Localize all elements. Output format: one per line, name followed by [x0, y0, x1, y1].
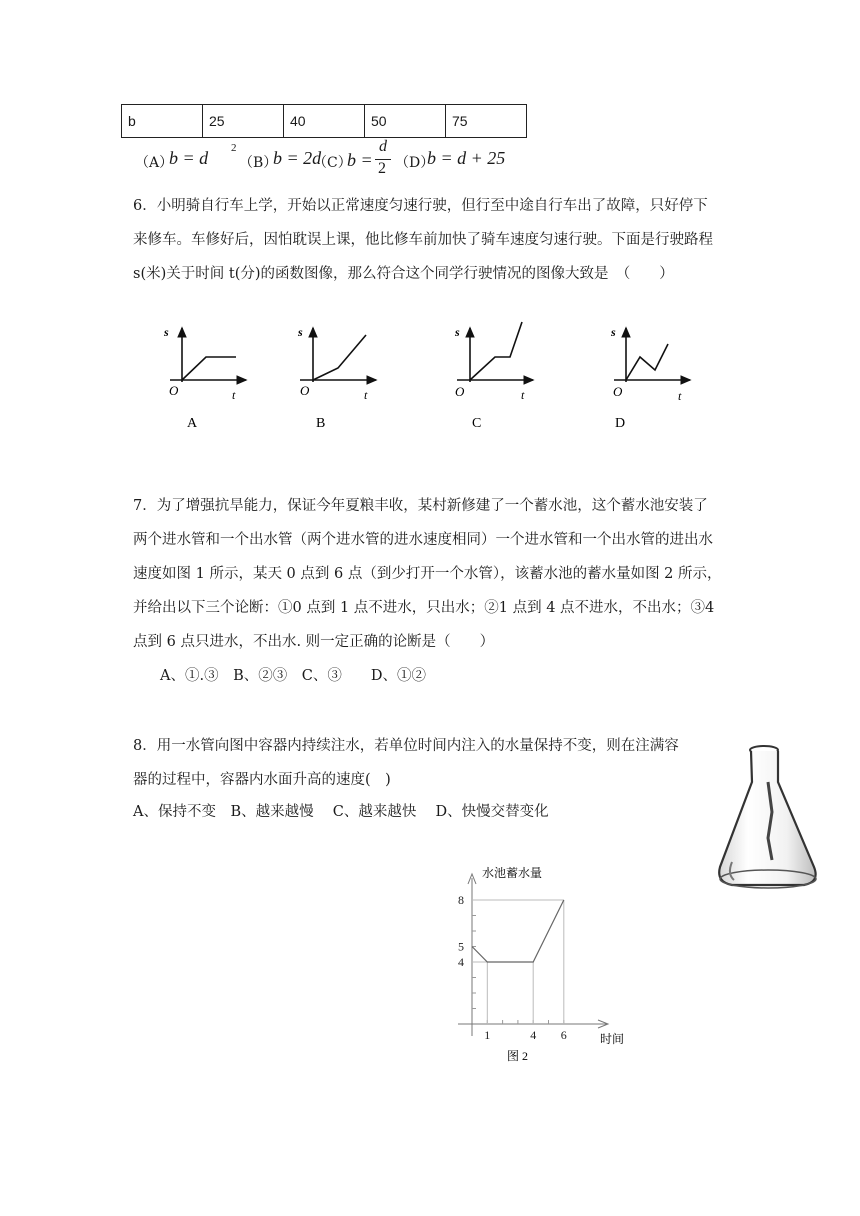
- table-cell: 75: [446, 105, 527, 138]
- graph-d-label: D: [615, 416, 626, 431]
- chart-x-label: 时间: [600, 1032, 625, 1046]
- origin-label: O: [613, 384, 623, 399]
- graph-a-label: A: [187, 416, 198, 431]
- option-c-numerator: d: [379, 138, 387, 155]
- graph-line: [313, 335, 366, 380]
- option-a-exponent: 2: [231, 142, 237, 154]
- q6-graphs: [150, 320, 710, 435]
- q8-options: A、保持不变 B、越来越慢 C、越来越快 D、快慢交替变化: [133, 804, 549, 820]
- origin-label: O: [455, 384, 465, 399]
- graph-c-label: C: [472, 416, 482, 431]
- q7-line-3: 速度如图 1 所示，某天 0 点到 6 点（到少打开一个水管），该蓄水池的蓄水量如图 2 所示，: [133, 566, 722, 582]
- q7-options: A、①.③ B、②③ C、③ D、①②: [160, 668, 426, 684]
- y-tick-label: 4: [458, 955, 464, 969]
- origin-label: O: [300, 383, 310, 398]
- q6-line-3: s(米)关于时间 t(分)的函数图像，那么符合这个同学行驶情况的图像大致是 （ ）: [133, 266, 674, 282]
- q7-line-5: 点到 6 点只进水，不出水. 则一定正确的论断是（ ）: [133, 634, 495, 650]
- q7-line-2: 两个进水管和一个出水管（两个进水管的进水速度相同）一个进水管和一个出水管的进出水: [133, 532, 713, 548]
- y-tick-label: 8: [458, 893, 464, 907]
- x-tick-label: 6: [560, 1028, 567, 1042]
- q8-line-1: 8．用一水管向图中容器内持续注水，若单位时间内注入的水量保持不变，则在注满容: [133, 738, 679, 754]
- table-row: [122, 105, 527, 138]
- q7-line-1: 7．为了增强抗旱能力，保证今年夏粮丰收，某村新修建了一个蓄水池，这个蓄水池安装了: [133, 498, 708, 514]
- graph-b-label: B: [316, 416, 326, 431]
- y-tick-label: 5: [458, 939, 464, 954]
- graph-line: [626, 344, 668, 380]
- table-cell: 25: [203, 105, 284, 138]
- series-line: [472, 900, 564, 962]
- option-a-prefix: （A）: [135, 155, 174, 171]
- q6-line-1: 6．小明骑自行车上学，开始以正常速度匀速行驶，但行至中途自行车出了故障，只好停下: [133, 198, 708, 214]
- option-c-lhs: b =: [347, 150, 373, 170]
- value-table: [121, 104, 527, 138]
- graph-line: [470, 322, 522, 380]
- x-tick-label: 4: [530, 1028, 537, 1042]
- y-axis-label: s: [455, 325, 460, 339]
- y-axis-label: s: [611, 325, 616, 339]
- y-axis-label: s: [298, 325, 303, 339]
- x-tick-label: 1: [484, 1028, 491, 1042]
- q6-line-2: 来修车。车修好后，因怕耽误上课，他比修车前加快了骑车速度匀速行驶。下面是行驶路程: [133, 232, 713, 248]
- option-b-prefix: （B）: [239, 155, 278, 171]
- graph-d: [610, 325, 690, 403]
- table-cell: 40: [284, 105, 365, 138]
- origin-label: O: [169, 383, 179, 398]
- graph-b: [297, 325, 376, 402]
- option-c-denominator: 2: [378, 160, 386, 177]
- x-axis-label: t: [521, 388, 525, 402]
- x-axis-label: t: [364, 388, 368, 402]
- chart-caption: 图 2: [507, 1049, 529, 1063]
- q7-line-4: 并给出以下三个论断：①0 点到 1 点不进水，只出水；②1 点到 4 点不进水，不出水；③4: [133, 600, 715, 616]
- option-d-prefix: （D）: [395, 155, 435, 171]
- x-axis-label: t: [678, 389, 682, 403]
- q8-line-2: 器的过程中，容器内水面升高的速度( ): [133, 772, 391, 788]
- chart-y-label: 水池蓄水量: [482, 866, 543, 880]
- graph-line: [182, 357, 236, 380]
- graph-c: [454, 322, 533, 402]
- table-cell: b: [122, 105, 203, 138]
- table-cell: 50: [365, 105, 446, 138]
- x-axis-label: t: [232, 388, 236, 402]
- option-b-expr: b = 2d: [273, 148, 322, 168]
- option-a-expr: b = d: [169, 148, 209, 168]
- option-c-prefix: （C）: [313, 155, 352, 171]
- option-d-expr: b = d + 25: [427, 148, 506, 168]
- y-axis-label: s: [164, 325, 169, 339]
- figure-2-chart: [440, 860, 640, 1070]
- flask-image: [712, 742, 830, 892]
- graph-a: [163, 325, 246, 402]
